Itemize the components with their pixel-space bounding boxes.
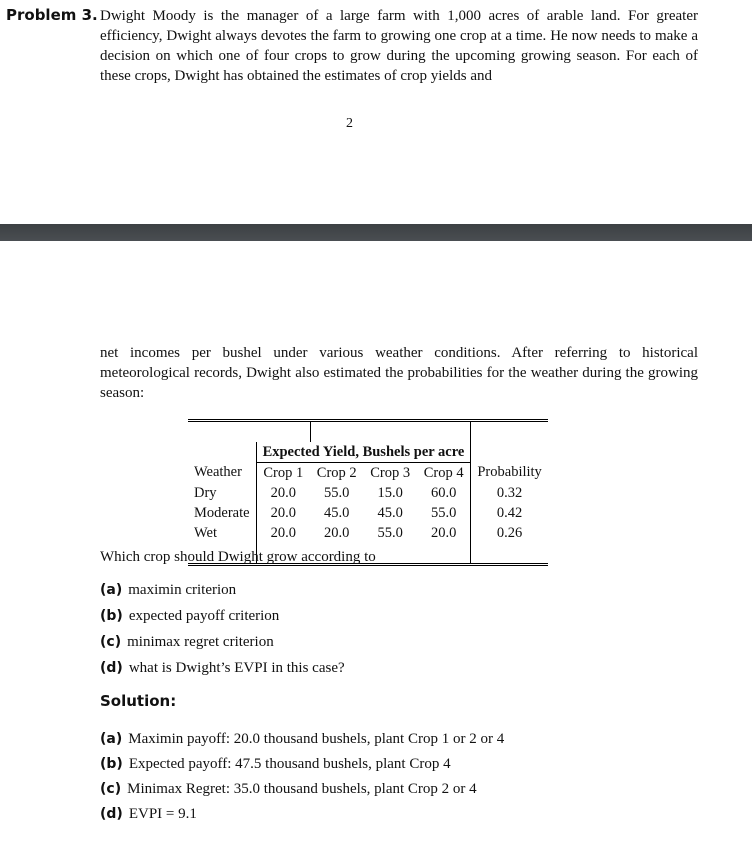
item-text: maximin criterion: [128, 582, 237, 598]
table-row: [188, 483, 548, 503]
item-text: what is Dwight’s EVPI in this case?: [128, 660, 345, 676]
problem-intro: Dwight Moody is the manager of a large farm with 1,000 acres of arable land. For greater efficiency, Dwight always devotes the farm to growing one crop at a time. He now needs to make a decision on which one of four crops to grow during the upcoming growing season. For each of these crops, Dwight has obtained the estimates of crop yields and: [100, 8, 698, 84]
header-weather: Weather: [188, 463, 256, 484]
cell-yield: 45.0: [377, 504, 403, 521]
cell-yield: 20.0: [324, 524, 350, 541]
header-crop-4: Crop 4: [417, 463, 471, 484]
item-tag: (c): [100, 781, 122, 797]
problem-continuation: net incomes per bushel under various weather conditions. After referring to historical meteorological records, Dwight also estimated the probabilities for the weather during the growing season:: [100, 345, 698, 401]
item-text: Maximin payoff: 20.0 thousand bushels, plant Crop 1 or 2 or 4: [128, 731, 505, 747]
cell-yield: 20.0: [270, 484, 296, 501]
item-tag: (a): [100, 582, 123, 598]
item-tag: (d): [100, 806, 123, 822]
item-tag: (c): [100, 634, 122, 650]
question-prompt: Which crop should Dwight grow according to: [100, 549, 376, 565]
problem-label: Problem 3.: [6, 6, 98, 24]
item-text: Minimax Regret: 35.0 thousand bushels, plant Crop 2 or 4: [127, 781, 477, 797]
row-weather: Wet: [188, 523, 256, 543]
cell-yield: 15.0: [377, 484, 403, 501]
header-probability: Probability: [477, 464, 542, 481]
cell-probability: 0.32: [496, 484, 523, 501]
cell-yield: 60.0: [417, 483, 471, 503]
cell-yield: 20.0: [417, 523, 471, 543]
item-text: minimax regret criterion: [127, 634, 274, 650]
item-text: EVPI = 9.1: [128, 806, 197, 822]
item-tag: (a): [100, 731, 123, 747]
solution-item: [100, 781, 477, 798]
header-crop-3: Crop 3: [370, 464, 411, 481]
solution-item: [100, 731, 504, 748]
solution-item: [100, 806, 197, 823]
page-number: 2: [346, 116, 353, 131]
table-row: [188, 503, 548, 523]
cell-yield: 20.0: [270, 504, 296, 521]
table-row: [188, 523, 548, 543]
cell-probability: 0.26: [496, 524, 523, 541]
question-item: [100, 608, 279, 625]
question-item: [100, 582, 236, 599]
row-weather: Moderate: [188, 503, 256, 523]
item-tag: (b): [100, 608, 123, 624]
cell-yield: 55.0: [324, 484, 350, 501]
item-text: Expected payoff: 47.5 thousand bushels, plant Crop 4: [128, 756, 451, 772]
solution-heading: Solution:: [100, 692, 177, 710]
header-crop-1: Crop 1: [263, 464, 304, 481]
yield-table: [188, 419, 548, 566]
item-text: expected payoff criterion: [128, 608, 280, 624]
header-crop-2: Crop 2: [316, 464, 357, 481]
cell-probability: 0.42: [496, 504, 523, 521]
row-weather: Dry: [188, 483, 256, 503]
solution-item: [100, 756, 451, 773]
cell-yield: 20.0: [270, 524, 296, 541]
cell-yield: 45.0: [324, 504, 350, 521]
item-tag: (b): [100, 756, 123, 772]
question-item: [100, 660, 345, 677]
page-break-bar: [0, 224, 752, 241]
cell-yield: 55.0: [377, 524, 403, 541]
group-header: Expected Yield, Bushels per acre: [256, 442, 471, 463]
question-item: [100, 634, 274, 651]
item-tag: (d): [100, 660, 123, 676]
cell-yield: 55.0: [417, 503, 471, 523]
